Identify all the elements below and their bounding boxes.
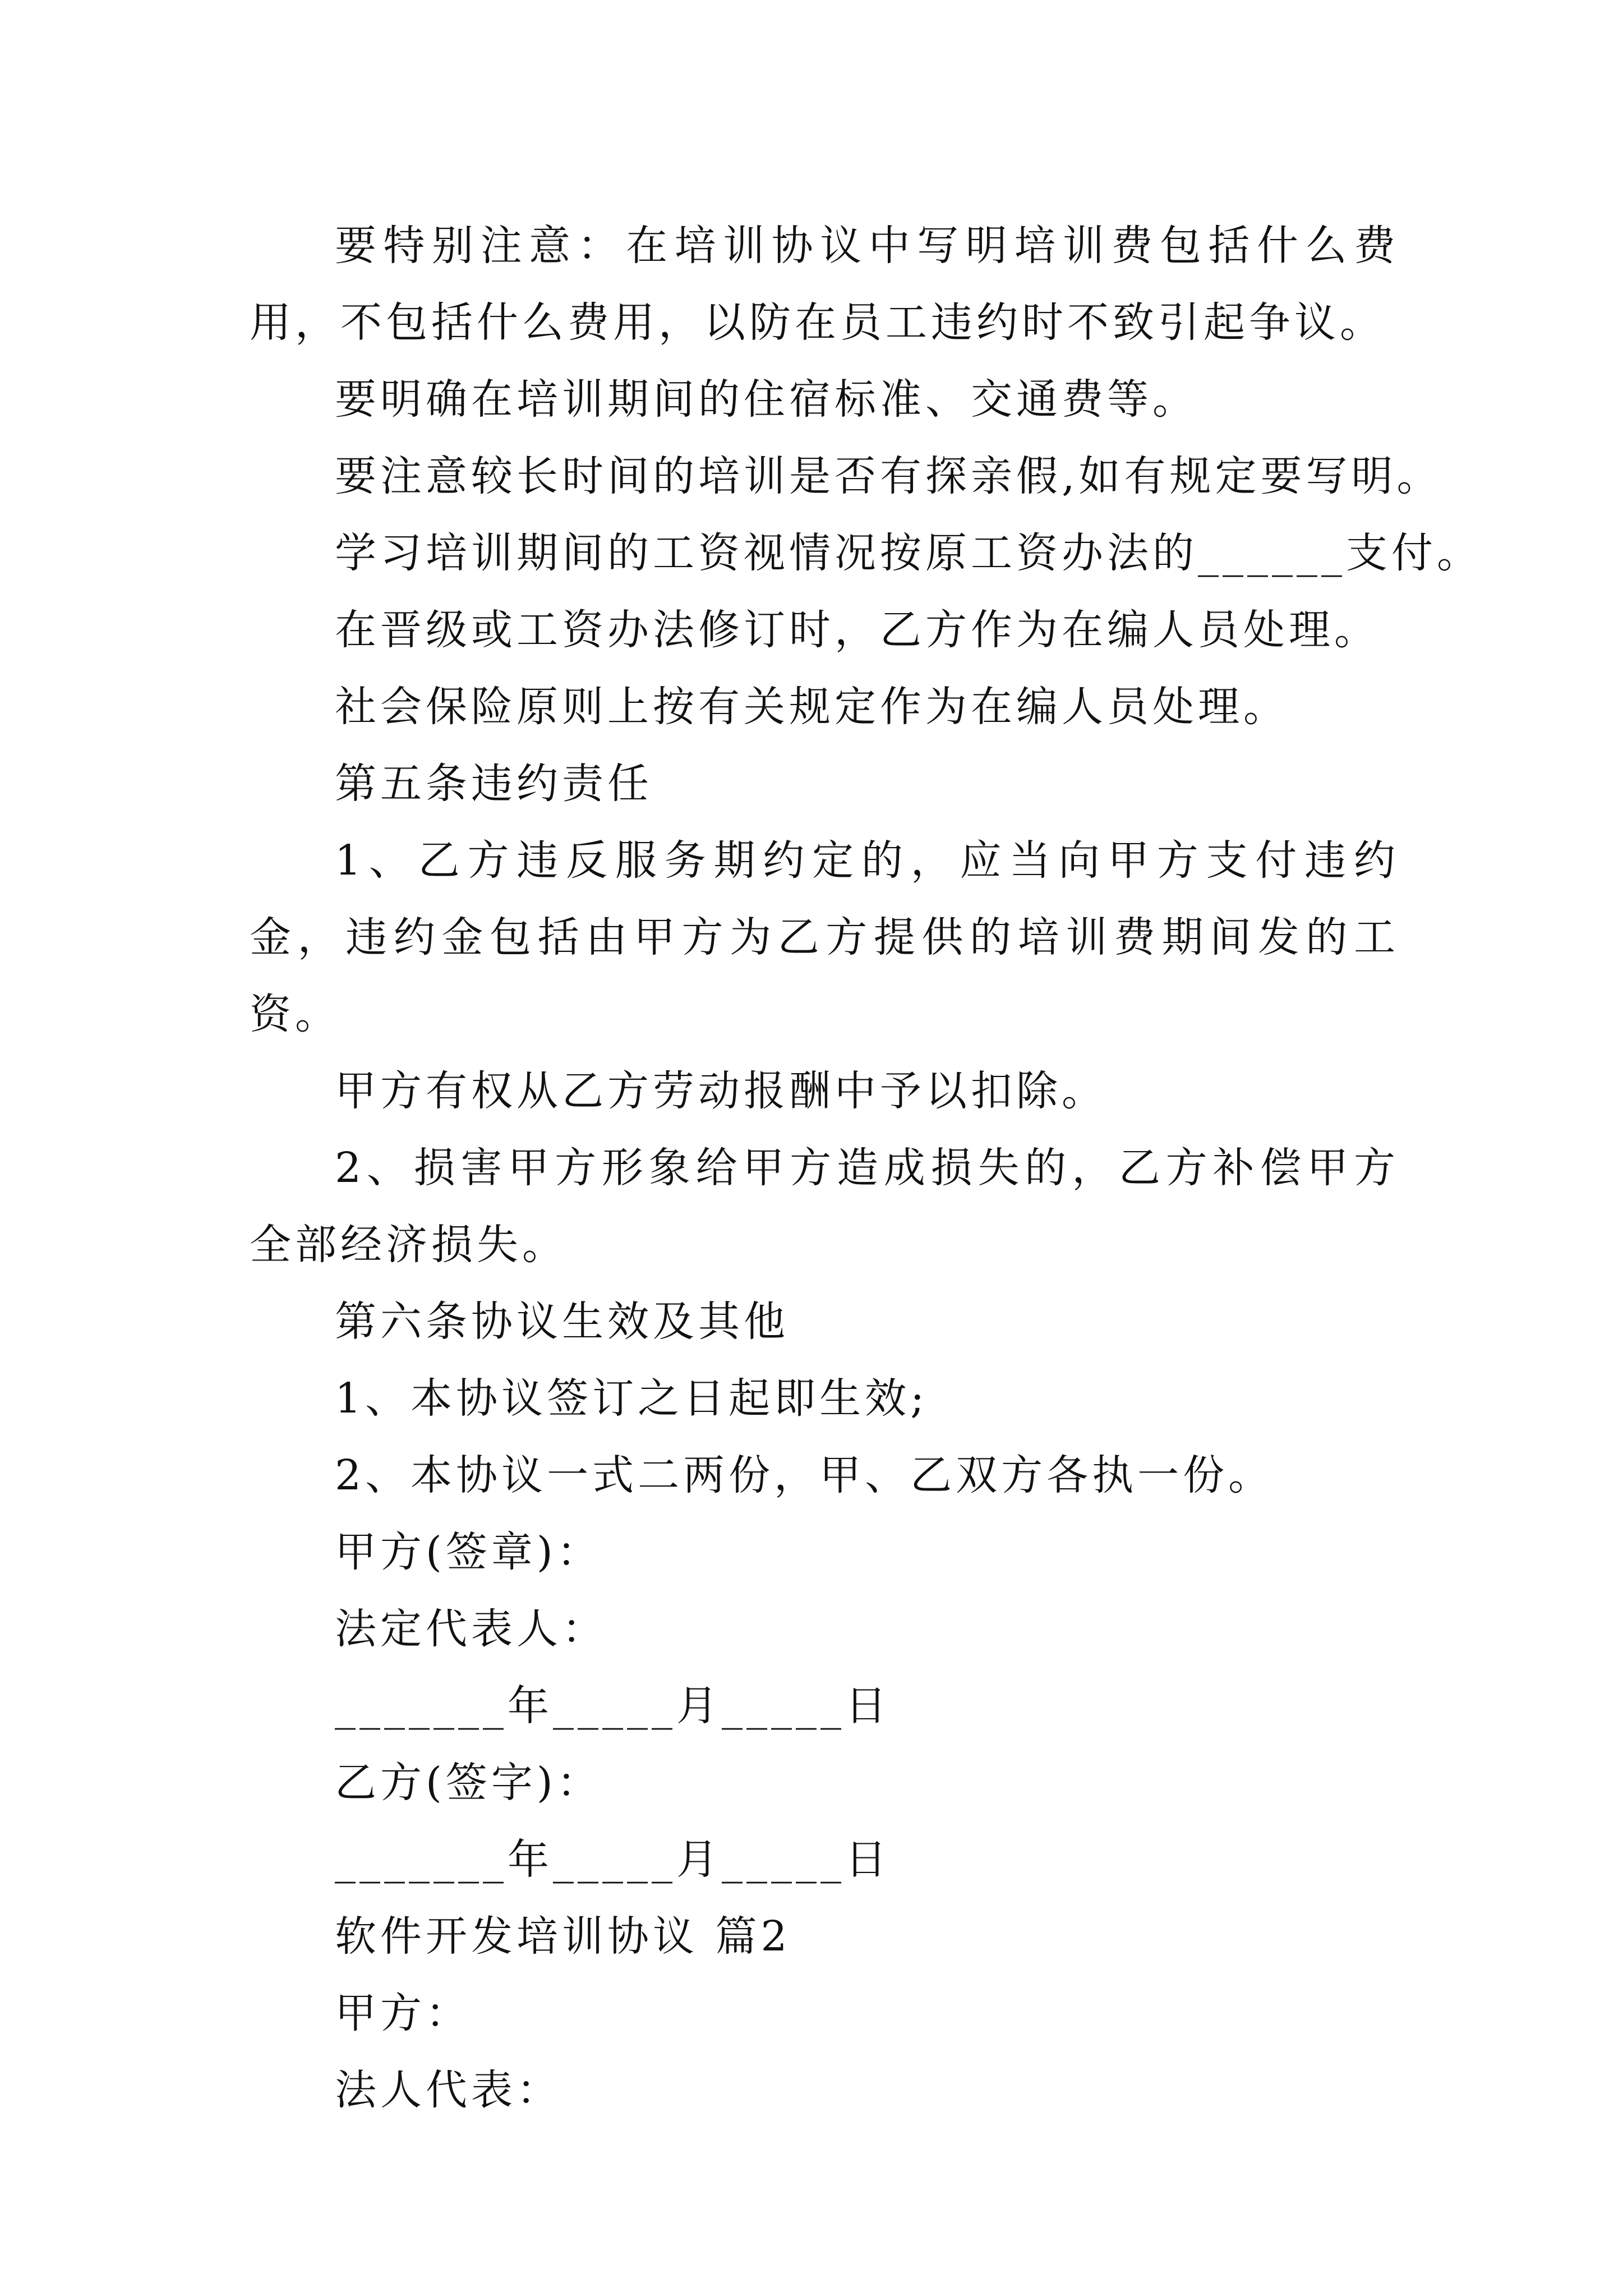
label-legal-representative: 法人代表： xyxy=(335,2066,562,2114)
heading-article-6: 第六条协议生效及其他 xyxy=(335,1297,789,1346)
paragraph-penalty-1: 1、乙方违反服务期约定的，应当向甲方支付违约金，违约金包括由甲方为乙方提供的培训费期间发的工资。 xyxy=(250,836,1399,1038)
heading-article-5: 第五条违约责任 xyxy=(335,760,653,808)
paragraph-penalty-2: 2、损害甲方形象给甲方造成损失的，乙方补偿甲方全部经济损失。 xyxy=(250,1144,1399,1269)
paragraph-training-fee-note: 要特别注意：在培训协议中写明培训费包括什么费用，不包括什么费用，以防在员工违约时不致引起争议。 xyxy=(250,222,1399,347)
signature-party-b: 乙方(签字)： xyxy=(335,1759,602,1807)
document-body xyxy=(250,208,1482,2129)
paragraph-deduction: 甲方有权从乙方劳动报酬中予以扣除。 xyxy=(335,1067,1107,1115)
paragraph-social-insurance: 社会保险原则上按有关规定作为在编人员处理。 xyxy=(335,683,1289,731)
label-party-a: 甲方： xyxy=(335,1989,471,2037)
paragraph-accommodation-standard: 要明确在培训期间的住宿标准、交通费等。 xyxy=(335,375,1198,424)
signature-party-a: 甲方(签章)： xyxy=(335,1528,602,1576)
paragraph-copies: 2、本协议一式二两份，甲、乙双方各执一份。 xyxy=(335,1451,1274,1499)
paragraph-home-leave: 要注意较长时间的培训是否有探亲假,如有规定要写明。 xyxy=(335,452,1442,500)
heading-agreement-2: 软件开发培训协议 篇2 xyxy=(335,1912,791,1961)
date-line-party-b: _______年_____月_____日 xyxy=(335,1835,891,1884)
date-line-party-a: _______年_____月_____日 xyxy=(335,1682,891,1730)
signature-legal-representative: 法定代表人： xyxy=(335,1605,607,1653)
paragraph-promotion: 在晋级或工资办法修订时，乙方作为在编人员处理。 xyxy=(335,606,1380,654)
paragraph-effective-date: 1、本协议签订之日起即生效; xyxy=(335,1374,929,1423)
paragraph-training-wages: 学习培训期间的工资视情况按原工资办法的______支付。 xyxy=(335,529,1482,577)
